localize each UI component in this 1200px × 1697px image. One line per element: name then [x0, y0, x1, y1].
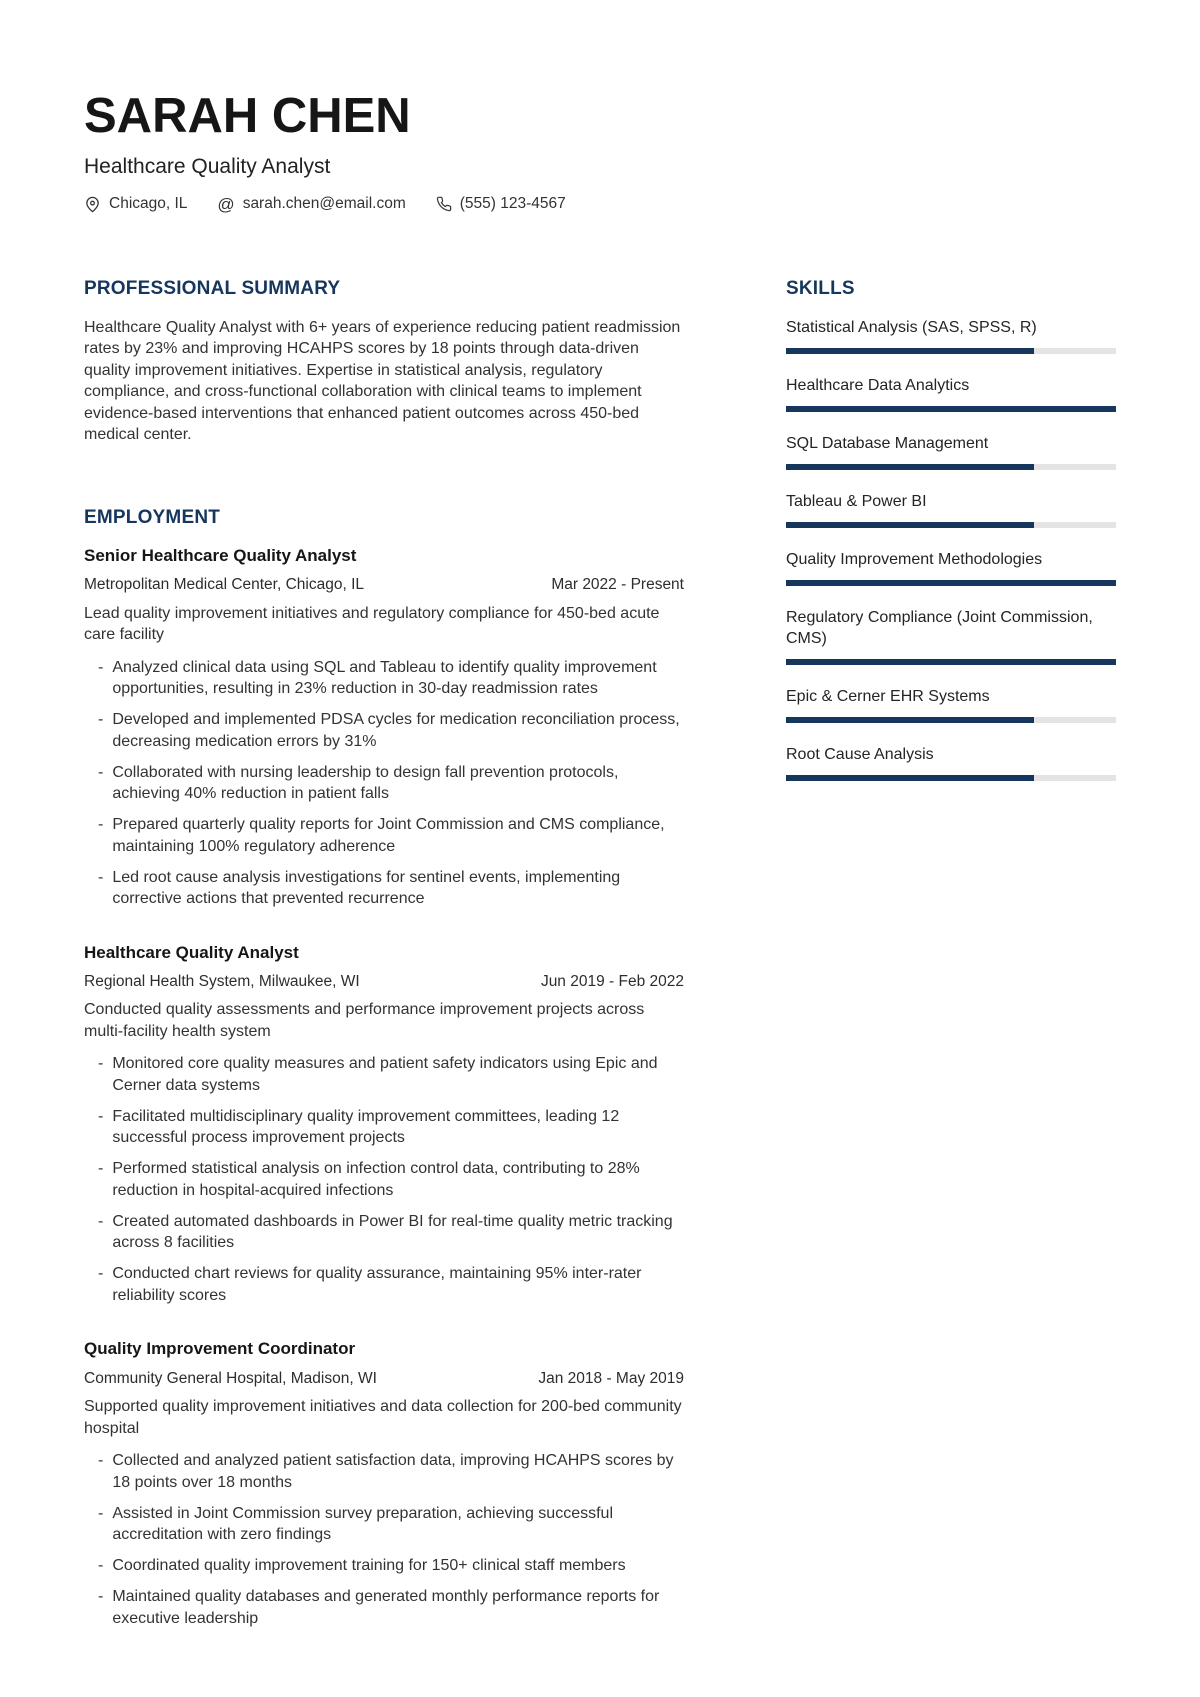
- bullet-text: Facilitated multidisciplinary quality improvement committees, leading 12 successful process improvement projects: [112, 1107, 620, 1147]
- contact-location-text: Chicago, IL: [109, 195, 188, 213]
- job-bullet: [84, 1450, 684, 1493]
- job-bullet: [84, 709, 684, 752]
- job-bullet: [84, 1106, 684, 1149]
- skill-bar-fill: [786, 348, 1034, 354]
- skill-bar-track: [786, 580, 1116, 586]
- job-meta-row: [84, 1369, 684, 1388]
- job-entry: [84, 546, 684, 910]
- bullet-dash-marker: [98, 1586, 103, 1629]
- candidate-name: SARAH CHEN: [84, 89, 411, 143]
- left-column: [84, 279, 684, 1639]
- employment-section: [84, 508, 684, 1629]
- bullet-dash-marker: [98, 814, 103, 857]
- job-bullet: [84, 762, 684, 805]
- bullet-dash-marker: [98, 1106, 103, 1149]
- skill-item: [786, 744, 1116, 781]
- job-bullet-list: [84, 1053, 684, 1306]
- bullet-dash-marker: [98, 657, 103, 700]
- bullet-text: Led root cause analysis investigations for sentinel events, implementing corrective actions that prevented recurrence: [112, 868, 621, 908]
- resume-header: [84, 89, 1116, 214]
- bullet-text: Maintained quality databases and generated monthly performance reports for executive leadership: [112, 1588, 660, 1627]
- main-columns: [84, 279, 1116, 1639]
- skill-list: [786, 317, 1116, 781]
- email-at-icon: @: [217, 194, 235, 214]
- location-pin-icon: [84, 196, 101, 213]
- bullet-dash-marker: [98, 1503, 103, 1546]
- bullet-text: Prepared quarterly quality reports for Joint Commission and CMS compliance, maintaining 100% regulatory adherence: [112, 816, 665, 855]
- skill-label: SQL Database Management: [786, 434, 989, 452]
- job-company: Metropolitan Medical Center, Chicago, IL: [84, 576, 365, 594]
- job-bullet: [84, 814, 684, 857]
- bullet-dash-marker: [98, 1158, 103, 1201]
- job-bullet: [84, 1586, 684, 1629]
- job-entry: [84, 943, 684, 1307]
- job-bullet: [84, 867, 684, 910]
- job-meta-row: [84, 972, 684, 991]
- skill-bar-fill: [786, 580, 1116, 586]
- job-bullet: [84, 1503, 684, 1546]
- job-bullet: [84, 1211, 684, 1254]
- job-description: Lead quality improvement initiatives and regulatory compliance for 450-bed acute care facility: [84, 604, 660, 644]
- job-bullet: [84, 1053, 684, 1096]
- skill-item: [786, 491, 1116, 528]
- employment-heading: EMPLOYMENT: [84, 506, 221, 528]
- bullet-text: Collaborated with nursing leadership to design fall prevention protocols, achieving 40% reduction in patient falls: [112, 763, 619, 803]
- bullet-text: Analyzed clinical data using SQL and Tableau to identify quality improvement opportunities, resulting in 23% reduction in 30-day readmission rates: [112, 658, 657, 698]
- bullet-text: Coordinated quality improvement training for 150+ clinical staff members: [112, 1557, 626, 1575]
- skill-bar-fill: [786, 659, 1116, 665]
- skill-bar-track: [786, 659, 1116, 665]
- skill-bar-fill: [786, 522, 1034, 528]
- contact-location: [84, 195, 187, 213]
- job-bullet: [84, 1158, 684, 1201]
- job-company: Regional Health System, Milwaukee, WI: [84, 973, 360, 991]
- bullet-dash-marker: [98, 762, 103, 805]
- bullet-text: Performed statistical analysis on infection control data, contributing to 28% reduction in hospital-acquired infections: [112, 1160, 640, 1199]
- skill-bar-track: [786, 348, 1116, 354]
- bullet-text: Conducted chart reviews for quality assurance, maintaining 95% inter-rater reliability scores: [112, 1265, 642, 1304]
- job-bullet-list: [84, 1450, 684, 1629]
- job-description: Supported quality improvement initiatives and data collection for 200-bed community hospital: [84, 1398, 682, 1437]
- skill-bar-fill: [786, 775, 1034, 781]
- skills-section: [786, 279, 1116, 781]
- job-entry: [84, 1339, 684, 1629]
- job-bullet-list: [84, 657, 684, 910]
- bullet-dash-marker: [98, 709, 103, 752]
- skill-item: [786, 686, 1116, 723]
- contact-phone-text: (555) 123-4567: [459, 195, 566, 213]
- bullet-text: Assisted in Joint Commission survey preparation, achieving successful accreditation with zero findings: [112, 1504, 613, 1544]
- bullet-dash-marker: [98, 1053, 103, 1096]
- bullet-text: Monitored core quality measures and patient safety indicators using Epic and Cerner data systems: [112, 1055, 658, 1094]
- skill-item: [786, 317, 1116, 354]
- job-bullet: [84, 1263, 684, 1306]
- skill-bar-track: [786, 717, 1116, 723]
- skill-bar-fill: [786, 717, 1034, 723]
- skill-item: [786, 375, 1116, 412]
- candidate-title: Healthcare Quality Analyst: [84, 155, 331, 178]
- skill-label: Statistical Analysis (SAS, SPSS, R): [786, 318, 1037, 336]
- contact-email: [217, 195, 405, 213]
- job-meta-row: [84, 575, 684, 594]
- professional-summary-section: [84, 279, 684, 446]
- job-dates: Mar 2022 - Present: [551, 576, 684, 594]
- job-bullet: [84, 657, 684, 700]
- summary-text: Healthcare Quality Analyst with 6+ years of experience reducing patient readmission rates by 23% and improving HCAHPS scores by 18 points through data-driven quality improvement initiatives. Expertise in statistical analysis, regulatory compliance, and cross-functional collaboration with clinical teams to implement evidence-based interventions that enhanced patient outcomes across 450-bed medical center.: [84, 318, 681, 444]
- job-bullet: [84, 1555, 684, 1577]
- phone-icon: [436, 196, 452, 212]
- skill-bar-fill: [786, 406, 1116, 412]
- bullet-text: Created automated dashboards in Power BI for real-time quality metric tracking across 8 facilities: [112, 1212, 673, 1252]
- job-list: [84, 546, 684, 1629]
- bullet-text: Developed and implemented PDSA cycles for medication reconciliation process, decreasing medication errors by 31%: [112, 711, 680, 750]
- skill-label: Tableau & Power BI: [786, 492, 927, 510]
- right-column: [786, 279, 1116, 802]
- skill-bar-track: [786, 775, 1116, 781]
- skill-bar-track: [786, 464, 1116, 470]
- job-dates: Jun 2019 - Feb 2022: [540, 973, 684, 991]
- job-title: Healthcare Quality Analyst: [84, 942, 299, 962]
- bullet-dash-marker: [98, 1263, 103, 1306]
- skill-label: Healthcare Data Analytics: [786, 376, 970, 394]
- skill-label: Regulatory Compliance (Joint Commission, CMS): [786, 608, 1093, 647]
- skill-label: Quality Improvement Methodologies: [786, 550, 1043, 568]
- skills-heading: SKILLS: [786, 278, 855, 300]
- skill-label: Epic & Cerner EHR Systems: [786, 687, 990, 705]
- job-dates: Jan 2018 - May 2019: [538, 1369, 684, 1387]
- skill-bar-fill: [786, 464, 1034, 470]
- bullet-text: Collected and analyzed patient satisfaction data, improving HCAHPS scores by 18 points over 18 months: [112, 1452, 674, 1491]
- summary-heading: PROFESSIONAL SUMMARY: [84, 278, 341, 300]
- skill-label: Root Cause Analysis: [786, 745, 934, 763]
- bullet-dash-marker: [98, 867, 103, 910]
- job-company: Community General Hospital, Madison, WI: [84, 1369, 377, 1387]
- job-title: Senior Healthcare Quality Analyst: [84, 545, 357, 565]
- job-description: Conducted quality assessments and performance improvement projects across multi-facility health system: [84, 1001, 645, 1040]
- contact-email-text: sarah.chen@email.com: [242, 195, 406, 213]
- contact-phone: [436, 195, 566, 213]
- skill-bar-track: [786, 406, 1116, 412]
- bullet-dash-marker: [98, 1211, 103, 1254]
- contact-row: [84, 195, 1116, 213]
- job-title: Quality Improvement Coordinator: [84, 1339, 356, 1359]
- bullet-dash-marker: [98, 1555, 103, 1577]
- skill-item: [786, 607, 1116, 665]
- skill-item: [786, 433, 1116, 470]
- skill-bar-track: [786, 522, 1116, 528]
- skill-item: [786, 549, 1116, 586]
- bullet-dash-marker: [98, 1450, 103, 1493]
